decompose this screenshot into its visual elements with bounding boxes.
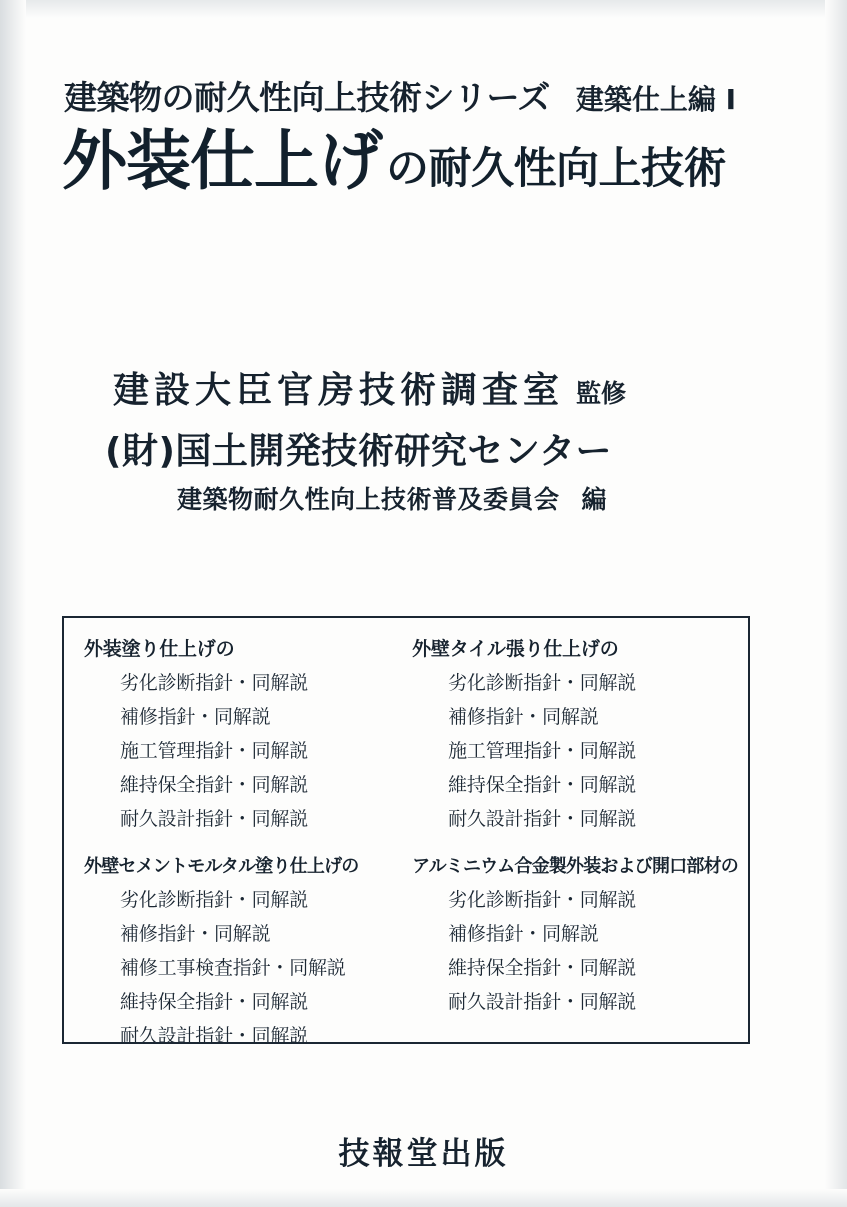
contents-box xyxy=(62,616,750,1047)
contents-item: 劣化診断指針・同解説 xyxy=(448,889,637,911)
contents-group-1 xyxy=(78,634,406,838)
contents-group-heading: 外壁タイル張り仕上げの xyxy=(412,638,619,660)
contents-group-2 xyxy=(406,634,738,838)
supervisor-name: 建設大臣官房技術調査室 xyxy=(113,370,565,411)
contents-item: 補修工事検査指針・同解説 xyxy=(120,957,346,979)
editor-organization-row xyxy=(105,423,755,474)
publisher-name: 技報堂出版 xyxy=(338,1136,509,1172)
contents-item: 補修指針・同解説 xyxy=(120,923,271,945)
contents-item: 施工管理指針・同解説 xyxy=(448,740,637,762)
contents-item: 維持保全指針・同解説 xyxy=(448,774,637,796)
main-title-rest: の耐久性向上技術 xyxy=(386,144,727,194)
series-volume: 建築仕上編 I xyxy=(575,83,737,116)
contents-group-heading: 外壁セメントモルタル塗り仕上げの xyxy=(84,856,359,877)
contents-item: 耐久設計指針・同解説 xyxy=(120,1025,309,1047)
page-edge-right-shading xyxy=(825,0,847,1207)
contents-grid xyxy=(64,618,748,1047)
contents-item: 劣化診断指針・同解説 xyxy=(120,672,309,694)
editor-role: 編 xyxy=(581,485,607,514)
contents-item: 劣化診断指針・同解説 xyxy=(120,889,309,911)
contents-item: 維持保全指針・同解説 xyxy=(120,991,309,1013)
contents-item: 施工管理指針・同解説 xyxy=(120,740,309,762)
editor-organization: (財)国土開発技術研究センター xyxy=(105,431,612,472)
contents-item: 維持保全指針・同解説 xyxy=(120,774,309,796)
editor-committee-row xyxy=(177,480,755,516)
page-edge-bottom-shading xyxy=(0,1189,847,1207)
series-title: 建築物の耐久性向上技術シリーズ xyxy=(64,78,550,117)
page-title xyxy=(62,124,802,199)
contents-item: 劣化診断指針・同解説 xyxy=(448,672,637,694)
contents-item: 耐久設計指針・同解説 xyxy=(448,991,637,1013)
main-title-emphasis: 外装仕上げ xyxy=(62,124,383,199)
contents-group-4 xyxy=(406,852,738,1055)
contents-item: 耐久設計指針・同解説 xyxy=(448,808,637,830)
contents-item: 補修指針・同解説 xyxy=(448,706,599,728)
supervisor-row xyxy=(113,362,755,413)
contents-item: 維持保全指針・同解説 xyxy=(448,957,637,979)
editor-committee: 建築物耐久性向上技術普及委員会 xyxy=(177,485,560,514)
contents-group-heading: 外装塗り仕上げの xyxy=(84,638,235,660)
contents-item: 耐久設計指針・同解説 xyxy=(120,808,309,830)
page-edge-left-shading xyxy=(0,0,26,1207)
series-line xyxy=(64,72,784,119)
contents-item: 補修指針・同解説 xyxy=(120,706,271,728)
authors-block xyxy=(95,362,755,516)
page-edge-top-shading xyxy=(0,0,847,18)
contents-group-3 xyxy=(78,852,406,1055)
contents-item: 補修指針・同解説 xyxy=(448,923,599,945)
contents-group-heading: アルミニウム合金製外装および開口部材の xyxy=(412,856,738,877)
supervisor-role: 監修 xyxy=(576,379,627,408)
